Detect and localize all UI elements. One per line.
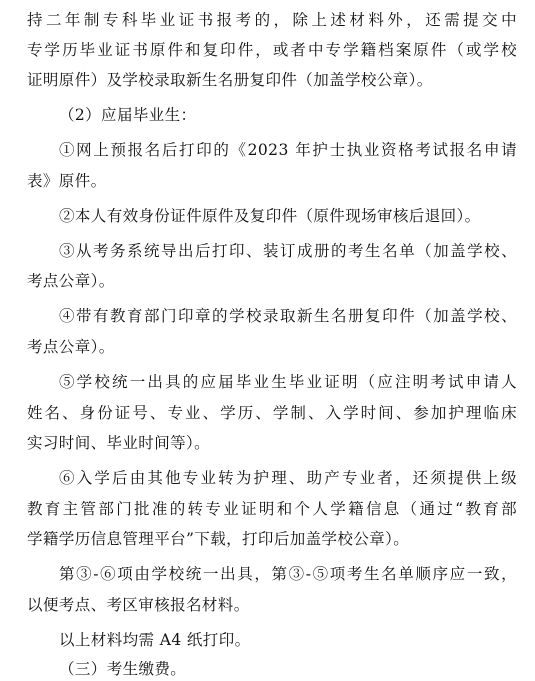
text-line: 考点公章）。	[27, 338, 115, 356]
list-item: ②本人有效身份证件原件及复印件（原件现场审核后退回）。	[59, 207, 481, 225]
text-line: 以上材料均需 A4 纸打印。	[59, 631, 251, 649]
text-line: 教育主管部门批准的转专业证明和个人学籍信息（通过“教育部	[27, 500, 517, 518]
text-line: 考点公章）。	[27, 272, 115, 290]
section-heading: （三）考生缴费。	[59, 660, 187, 678]
text-line: 表》原件。	[27, 172, 107, 190]
list-item: ⑥入学后由其他专业转为护理、助产专业者，还须提供上级	[59, 469, 517, 487]
text-line: 姓名、身份证号、专业、学历、学制、入学时间、参加护理临床	[27, 404, 517, 422]
text-line: 第③-⑥项由学校统一出具，第③-⑤项考生名单顺序应一致，	[59, 565, 517, 583]
list-item: ⑤学校统一出具的应届毕业生毕业证明（应注明考试申请人	[59, 373, 517, 391]
list-item: ③从考务系统导出后打印、装订成册的考生名单（加盖学校、	[59, 242, 517, 260]
text-line: 持二年制专科毕业证书报考的，除上述材料外，还需提交中	[27, 11, 517, 29]
text-line: 以便考点、考区审核报名材料。	[27, 596, 250, 614]
text-line: 实习时间、毕业时间等）。	[27, 434, 211, 452]
text-line: 专学历毕业证书原件和复印件，或者中专学籍档案原件（或学校	[27, 41, 517, 59]
text-line: 证明原件）及学校录取新生名册复印件（加盖学校公章）。	[27, 71, 433, 89]
list-item: ①网上预报名后打印的《2023 年护士执业资格考试报名申请	[59, 141, 517, 159]
list-item: ④带有教育部门印章的学校录取新生名册复印件（加盖学校、	[59, 307, 517, 325]
text-line: 学籍学历信息管理平台”下载，打印后加盖学校公章）。	[27, 530, 410, 548]
section-heading: （2）应届毕业生：	[59, 106, 197, 124]
